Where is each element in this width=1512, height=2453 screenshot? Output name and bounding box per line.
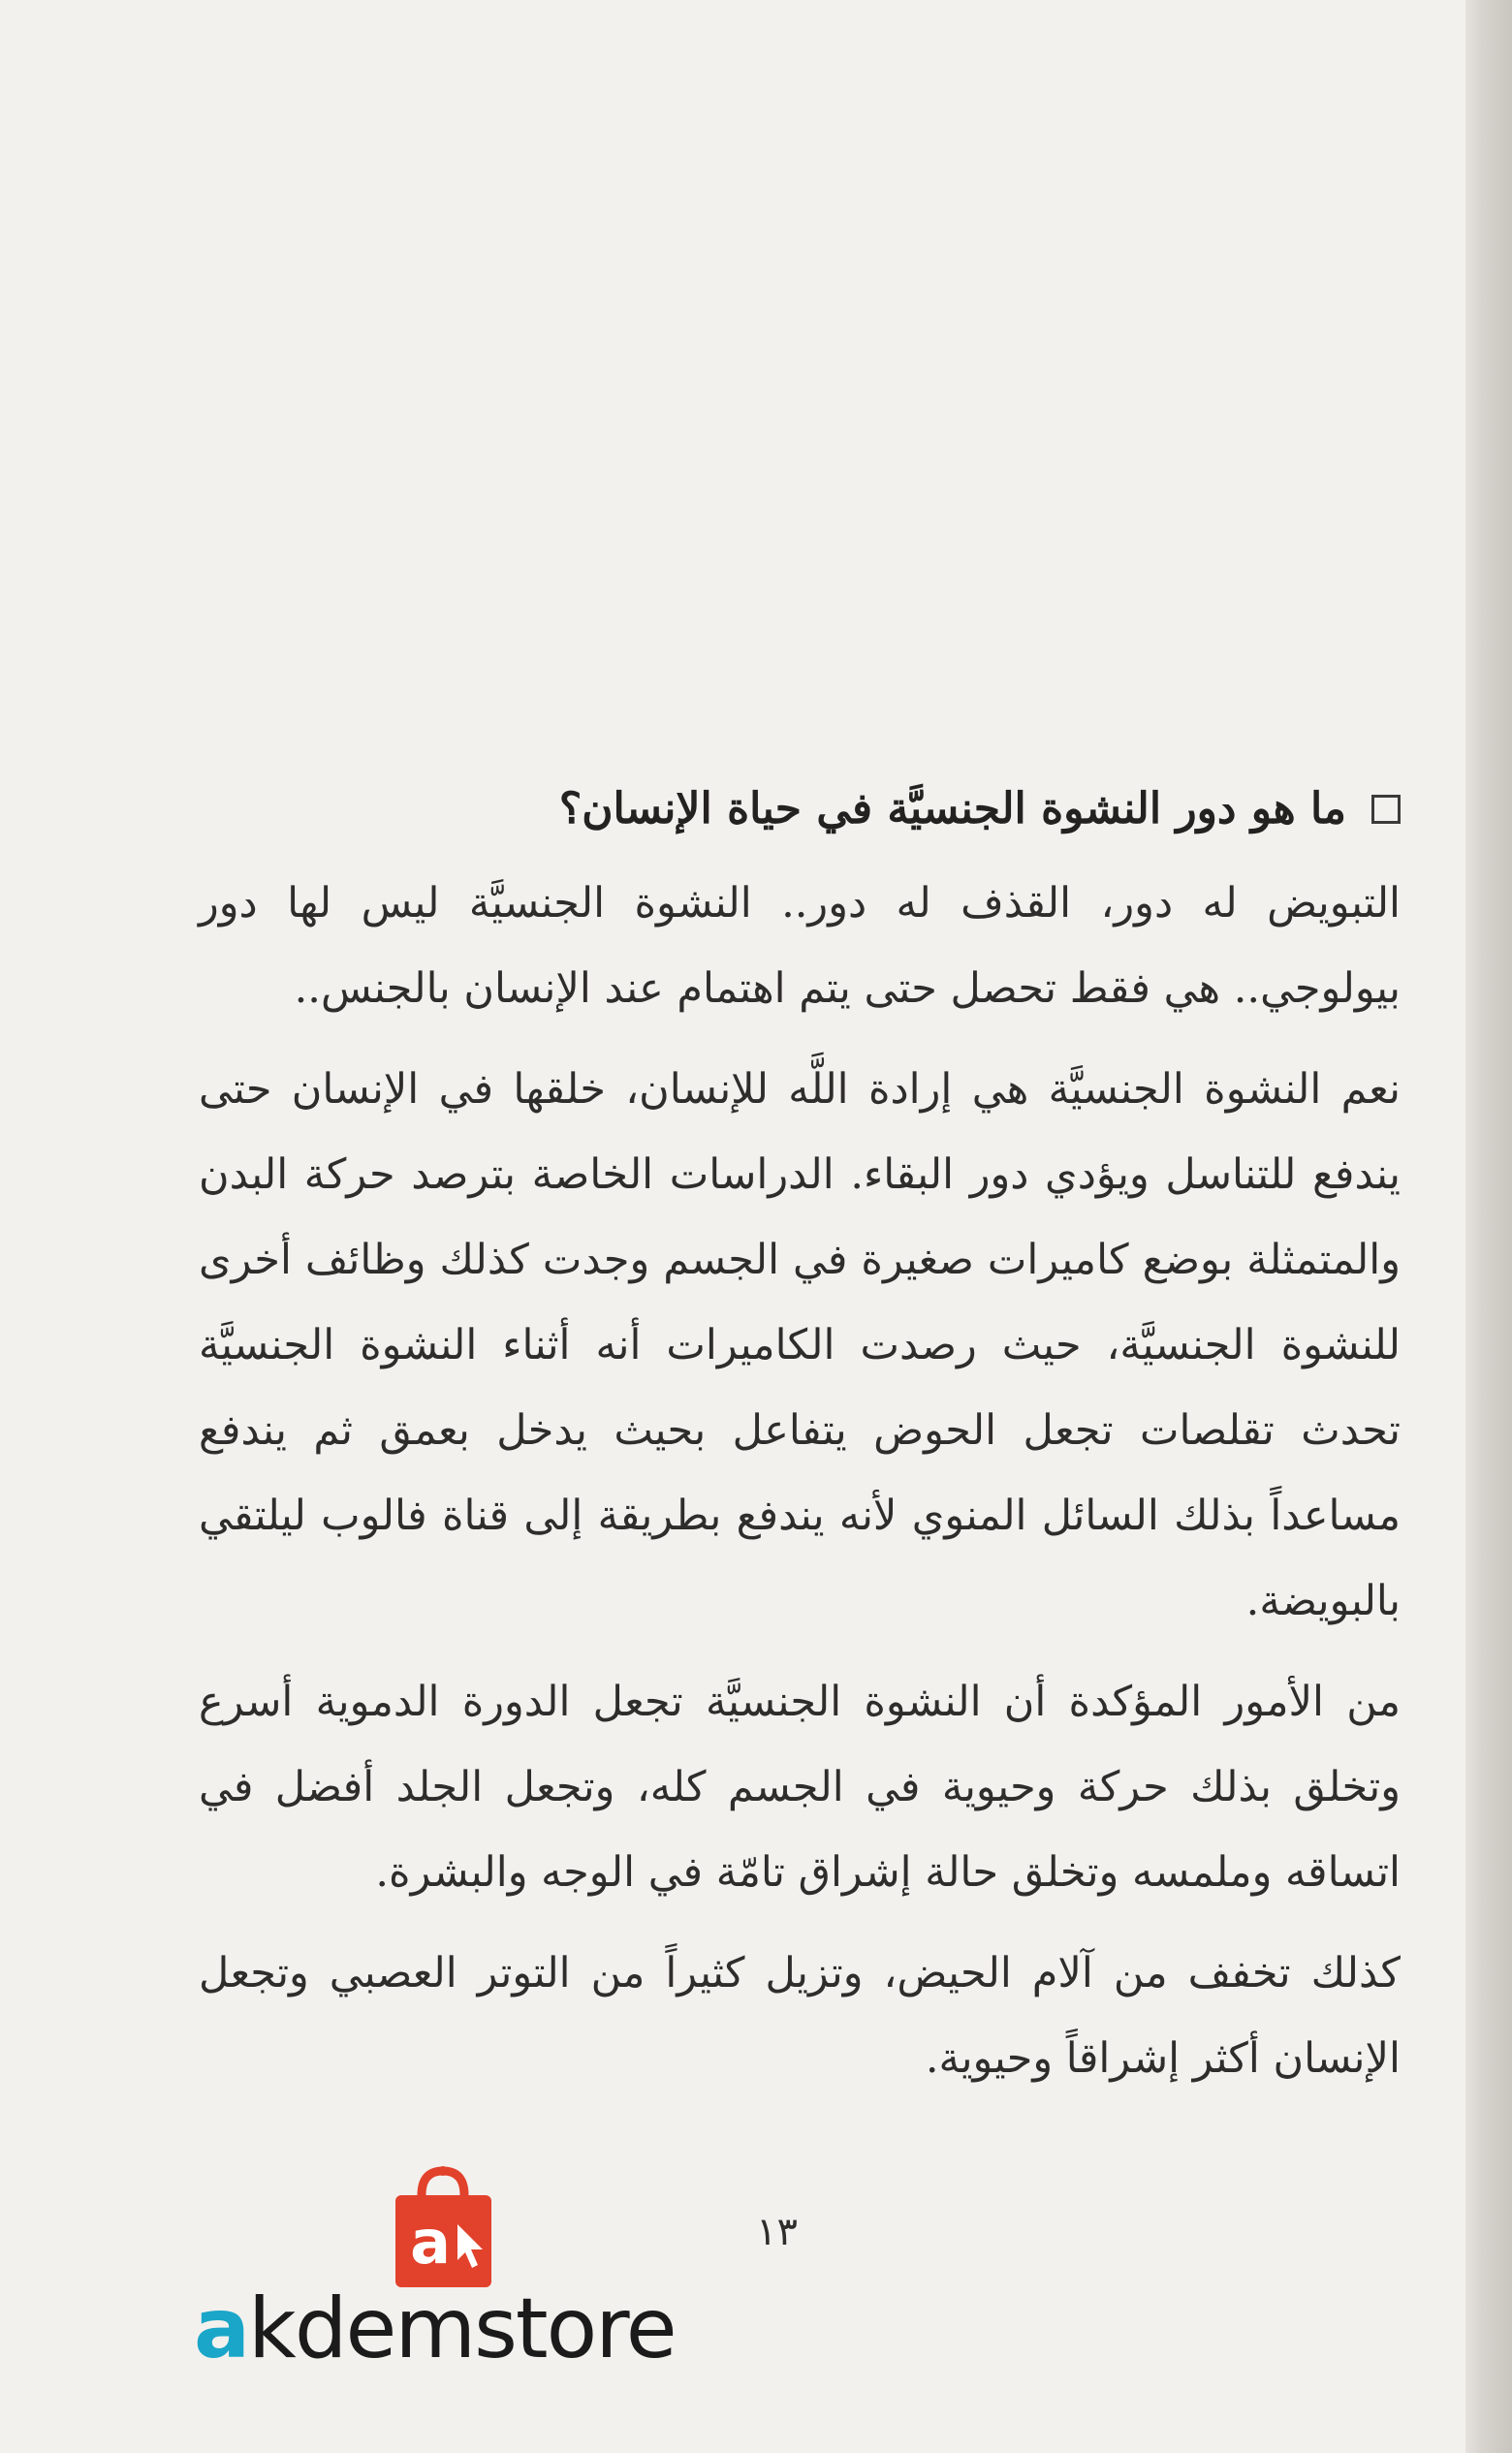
paragraph: التبويض له دور، القذف له دور.. النشوة الجنسيَّة ليس لها دور بيولوجي.. هي فقط تحصل حتى يتم اهتمام عند الإنسان بالجنس.. — [199, 879, 1401, 1014]
paragraph: نعم النشوة الجنسيَّة هي إرادة اللَّه للإنسان، خلقها في الإنسان حتى يندفع للتناسل ويؤدي دور البقاء. الدراسات الخاصة بترصد حركة البدن والمتمثلة بوضع كاميرات صغيرة في الجسم وجدت كذلك وظائف أخرى للنشوة الجنسيَّة، حيث رصدت الكاميرات أنه أثناء النشوة الجنسيَّة تحدث تقلصات تجعل الحوض يتفاعل بحيث يدخل بعمق ثم يندفع مساعداً بذلك السائل المنوي لأنه يندفع بطريقة إلى قناة فالوب ليلتقي بالبويضة. — [199, 1065, 1401, 1626]
logo-letter: a — [410, 2207, 451, 2278]
question-heading: ما هو دور النشوة الجنسيَّة في حياة الإنسان؟ — [558, 784, 1346, 833]
logo-wordmark — [194, 2280, 676, 2377]
page-number: ١٣ — [756, 2210, 798, 2254]
page-edge — [1465, 0, 1512, 2453]
checkbox-icon — [1371, 795, 1401, 824]
paragraph: من الأمور المؤكدة أن النشوة الجنسيَّة تجعل الدورة الدموية أسرع وتخلق بذلك حركة وحيوية في الجسم كله، وتجعل الجلد أفضل في اتساقه وملمسه وتخلق حالة إشراق تامّة في الوجه والبشرة. — [199, 1678, 1401, 1898]
question-heading-row — [199, 775, 1401, 843]
shopping-bag-icon — [388, 2166, 499, 2292]
logo-wordmark-a: a — [194, 2280, 249, 2377]
page-content — [199, 775, 1401, 2117]
store-logo — [194, 2166, 698, 2377]
paragraph: كذلك تخفف من آلام الحيض، وتزيل كثيراً من التوتر العصبي وتجعل الإنسان أكثر إشراقاً وحيوية. — [199, 1949, 1401, 2084]
logo-wordmark-rest: kdemstore — [248, 2280, 676, 2377]
